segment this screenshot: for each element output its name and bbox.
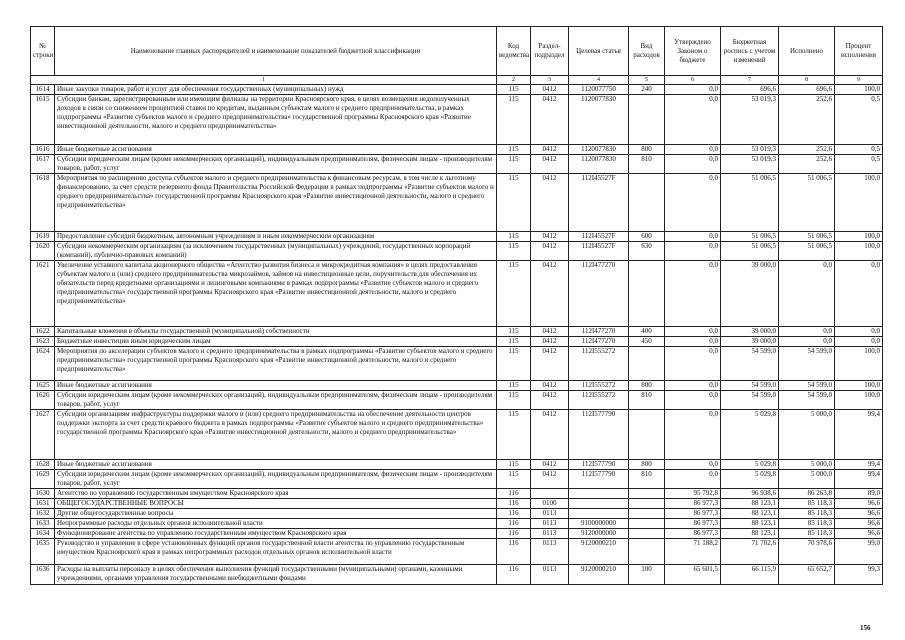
row-budget-schedule: 88 123,1 xyxy=(721,509,779,519)
row-budget-schedule: 53 019,3 xyxy=(721,145,779,155)
row-section: 0412 xyxy=(531,174,569,232)
row-expense-type: 630 xyxy=(629,242,665,261)
row-percent: 99,0 xyxy=(835,539,883,565)
row-percent: 100,0 xyxy=(835,85,883,95)
row-percent: 100,0 xyxy=(835,391,883,410)
table-row xyxy=(31,509,883,519)
row-expense-type xyxy=(629,509,665,519)
row-number: 1631 xyxy=(31,499,55,509)
row-executed: 5 000,0 xyxy=(779,470,835,489)
row-approved: 0,0 xyxy=(665,155,721,174)
row-target-article: 112I577790 xyxy=(569,410,629,460)
row-target-article: 112I45527F xyxy=(569,242,629,261)
table-row xyxy=(31,529,883,539)
header-target-article: Целевая статья xyxy=(569,27,629,76)
row-budget-schedule: 51 006,5 xyxy=(721,242,779,261)
row-department-code: 115 xyxy=(497,174,531,232)
row-executed: 51 006,5 xyxy=(779,174,835,232)
row-target-article: 1120077750 xyxy=(569,85,629,95)
row-approved: 0,0 xyxy=(665,470,721,489)
row-section: 0412 xyxy=(531,327,569,337)
row-number: 1614 xyxy=(31,85,55,95)
column-number-1: 1 xyxy=(31,76,497,85)
row-expense-type: 100 xyxy=(629,565,665,585)
row-approved: 0,0 xyxy=(665,95,721,145)
row-target-article: 9120000000 xyxy=(569,529,629,539)
row-name: Руководство и управление в сфере установленных функций органов государственной власти агентства по управлению государственным имуществом Красноярского края в рамках непрограммных расходов отдельных органов исполнительной власти xyxy=(55,539,497,565)
row-budget-schedule: 53 019,3 xyxy=(721,155,779,174)
row-expense-type: 600 xyxy=(629,232,665,242)
row-expense-type: 810 xyxy=(629,470,665,489)
row-percent: 99,4 xyxy=(835,460,883,470)
row-section: 0412 xyxy=(531,347,569,381)
table-row xyxy=(31,337,883,347)
table-row xyxy=(31,261,883,327)
row-section: 0113 xyxy=(531,529,569,539)
row-section: 0113 xyxy=(531,519,569,529)
row-expense-type xyxy=(629,410,665,460)
row-executed: 85 118,3 xyxy=(779,499,835,509)
row-name: Бюджетные инвестиции иным юридическим лицам xyxy=(55,337,497,347)
row-percent: 99,3 xyxy=(835,565,883,585)
row-section: 0412 xyxy=(531,391,569,410)
row-name: Мероприятия по акселерации субъектов малого и среднего предпринимательства в рамках подпрограммы «Развитие субъектов малого и среднего предпринимательства» государственной программы Красноярского края «Развитие инвестиционной деятельности, малого и среднего предпринимательства» xyxy=(55,347,497,381)
row-number: 1636 xyxy=(31,565,55,585)
row-approved: 0,0 xyxy=(665,242,721,261)
row-number: 1616 xyxy=(31,145,55,155)
row-section: 0412 xyxy=(531,261,569,327)
row-target-article: 112I477270 xyxy=(569,327,629,337)
row-approved: 86 977,3 xyxy=(665,529,721,539)
table-row xyxy=(31,539,883,565)
row-expense-type: 810 xyxy=(629,391,665,410)
row-approved: 0,0 xyxy=(665,145,721,155)
row-section: 0412 xyxy=(531,232,569,242)
row-approved: 0,0 xyxy=(665,232,721,242)
row-section: 0412 xyxy=(531,85,569,95)
row-number: 1633 xyxy=(31,519,55,529)
row-expense-type xyxy=(629,174,665,232)
row-percent: 0,0 xyxy=(835,327,883,337)
row-name: Иные закупки товаров, работ и услуг для обеспечения государственных (муниципальных) нужд xyxy=(55,85,497,95)
row-budget-schedule: 51 006,5 xyxy=(721,232,779,242)
row-expense-type: 240 xyxy=(629,85,665,95)
row-executed: 85 118,3 xyxy=(779,529,835,539)
row-expense-type: 800 xyxy=(629,460,665,470)
column-number-4: 4 xyxy=(569,76,629,85)
row-executed: 252,6 xyxy=(779,145,835,155)
row-expense-type xyxy=(629,499,665,509)
row-executed: 0,0 xyxy=(779,327,835,337)
row-number: 1615 xyxy=(31,95,55,145)
row-number: 1628 xyxy=(31,460,55,470)
row-target-article: 112I477270 xyxy=(569,337,629,347)
row-approved: 0,0 xyxy=(665,337,721,347)
row-budget-schedule: 51 006,5 xyxy=(721,174,779,232)
row-percent: 96,6 xyxy=(835,509,883,519)
row-expense-type xyxy=(629,529,665,539)
row-budget-schedule: 88 123,1 xyxy=(721,529,779,539)
row-executed: 0,0 xyxy=(779,261,835,327)
row-approved: 0,0 xyxy=(665,460,721,470)
row-section: 0412 xyxy=(531,337,569,347)
row-percent: 89,0 xyxy=(835,489,883,499)
row-section: 0412 xyxy=(531,155,569,174)
row-number: 1629 xyxy=(31,470,55,489)
row-percent: 100,0 xyxy=(835,174,883,232)
row-department-code: 115 xyxy=(497,242,531,261)
row-budget-schedule: 696,6 xyxy=(721,85,779,95)
row-name: Субсидии юридическим лицам (кроме некоммерческих организаций), индивидуальным предпринимателям, физическим лицам - производителям товаров, работ, услуг xyxy=(55,391,497,410)
row-approved: 95 792,8 xyxy=(665,489,721,499)
row-percent: 96,6 xyxy=(835,499,883,509)
row-percent: 0,5 xyxy=(835,145,883,155)
row-target-article: 112I45527F xyxy=(569,232,629,242)
row-department-code: 115 xyxy=(497,85,531,95)
row-expense-type xyxy=(629,95,665,145)
row-name: Функционирование агентства по управлению государственным имуществом Красноярского края xyxy=(55,529,497,539)
row-department-code: 115 xyxy=(497,327,531,337)
row-target-article: 112I555272 xyxy=(569,347,629,381)
row-executed: 54 599,0 xyxy=(779,381,835,391)
row-target-article: 9100000000 xyxy=(569,519,629,529)
row-name: Иные бюджетные ассигнования xyxy=(55,460,497,470)
row-approved: 0,0 xyxy=(665,391,721,410)
row-approved: 0,0 xyxy=(665,410,721,460)
row-executed: 85 118,3 xyxy=(779,509,835,519)
row-number: 1623 xyxy=(31,337,55,347)
row-name: Субсидии банкам, зарегистрированным или имеющим филиалы на территории Красноярского края, в целях возмещения недополученных доходов в связи со снижением процентной ставки по кредитам, выданным субъектам малого и среднего предпринимательства, в рамках подпрограммы «Развитие субъектов малого и среднего предпринимательства» государственной программы Красноярского края «Развитие инвестиционной деятельности, малого и среднего предпринимательства» xyxy=(55,95,497,145)
row-name: Капитальные вложения в объекты государственной (муниципальной) собственности xyxy=(55,327,497,337)
row-target-article xyxy=(569,509,629,519)
row-target-article xyxy=(569,489,629,499)
row-target-article: 1120077830 xyxy=(569,95,629,145)
row-percent: 99,4 xyxy=(835,470,883,489)
row-number: 1620 xyxy=(31,242,55,261)
row-department-code: 116 xyxy=(497,489,531,499)
row-number: 1625 xyxy=(31,381,55,391)
row-approved: 0,0 xyxy=(665,347,721,381)
table-row xyxy=(31,95,883,145)
table-row xyxy=(31,85,883,95)
budget-table-sheet xyxy=(30,26,882,585)
column-number-7: 7 xyxy=(721,76,779,85)
row-expense-type: 450 xyxy=(629,337,665,347)
row-department-code: 115 xyxy=(497,337,531,347)
row-number: 1626 xyxy=(31,391,55,410)
page-number: 156 xyxy=(860,624,871,632)
row-executed: 696,6 xyxy=(779,85,835,95)
budget-execution-table xyxy=(30,26,883,585)
row-department-code: 116 xyxy=(497,529,531,539)
column-number-5: 5 xyxy=(629,76,665,85)
header-name: Наименование главных распорядителей и наименование показателей бюджетной классификации xyxy=(55,27,497,76)
row-budget-schedule: 53 019,3 xyxy=(721,95,779,145)
row-name: Другие общегосударственные вопросы xyxy=(55,509,497,519)
row-budget-schedule: 88 123,1 xyxy=(721,499,779,509)
table-row xyxy=(31,565,883,585)
column-number-3: 3 xyxy=(531,76,569,85)
table-row xyxy=(31,410,883,460)
table-row xyxy=(31,155,883,174)
table-row xyxy=(31,381,883,391)
table-row xyxy=(31,327,883,337)
row-percent: 0,5 xyxy=(835,95,883,145)
row-department-code: 115 xyxy=(497,95,531,145)
row-executed: 5 000,0 xyxy=(779,410,835,460)
row-approved: 65 601,5 xyxy=(665,565,721,585)
row-department-code: 115 xyxy=(497,145,531,155)
row-target-article: 9120000210 xyxy=(569,565,629,585)
row-target-article: 112I477270 xyxy=(569,261,629,327)
column-number-row xyxy=(31,76,883,85)
row-executed: 86 263,8 xyxy=(779,489,835,499)
row-percent: 99,4 xyxy=(835,410,883,460)
row-approved: 71 188,2 xyxy=(665,539,721,565)
row-target-article: 1120077830 xyxy=(569,155,629,174)
row-name: ОБЩЕГОСУДАРСТВЕННЫЕ ВОПРОСЫ xyxy=(55,499,497,509)
row-executed: 70 978,6 xyxy=(779,539,835,565)
row-name: Агентство по управлению государственным имуществом Красноярского края xyxy=(55,489,497,499)
row-section: 0412 xyxy=(531,95,569,145)
row-executed: 252,6 xyxy=(779,155,835,174)
row-percent: 100,0 xyxy=(835,232,883,242)
row-department-code: 116 xyxy=(497,539,531,565)
row-approved: 0,0 xyxy=(665,174,721,232)
row-department-code: 115 xyxy=(497,391,531,410)
row-target-article: 112I577790 xyxy=(569,470,629,489)
row-department-code: 115 xyxy=(497,155,531,174)
row-executed: 51 006,5 xyxy=(779,232,835,242)
table-row xyxy=(31,145,883,155)
row-expense-type xyxy=(629,489,665,499)
header-percent: Процент исполнения xyxy=(835,27,883,76)
row-percent: 0,0 xyxy=(835,261,883,327)
row-expense-type xyxy=(629,519,665,529)
row-name: Мероприятия по расширению доступа субъектов малого и среднего предпринимательства к финансовым ресурсам, в том числе к льготному финансированию, за счет средств резервного фонда Правительства Российской Федерации в рамках подпрограммы «Развитие субъектов малого и среднего предпринимательства» государственной программы Красноярского края «Развитие инвестиционной деятельности, малого и среднего предпринимательства» xyxy=(55,174,497,232)
row-executed: 252,6 xyxy=(779,95,835,145)
row-executed: 5 000,0 xyxy=(779,460,835,470)
row-expense-type: 400 xyxy=(629,327,665,337)
row-executed: 54 599,0 xyxy=(779,391,835,410)
row-name: Иные бюджетные ассигнования xyxy=(55,145,497,155)
row-department-code: 115 xyxy=(497,232,531,242)
table-row xyxy=(31,347,883,381)
table-row xyxy=(31,242,883,261)
row-number: 1630 xyxy=(31,489,55,499)
row-approved: 0,0 xyxy=(665,327,721,337)
row-name: Иные бюджетные ассигнования xyxy=(55,381,497,391)
row-budget-schedule: 5 029,8 xyxy=(721,410,779,460)
table-row xyxy=(31,232,883,242)
table-row xyxy=(31,499,883,509)
row-budget-schedule: 39 000,0 xyxy=(721,261,779,327)
row-expense-type xyxy=(629,261,665,327)
row-target-article xyxy=(569,499,629,509)
row-number: 1634 xyxy=(31,529,55,539)
row-section xyxy=(531,489,569,499)
row-section: 0412 xyxy=(531,410,569,460)
row-number: 1618 xyxy=(31,174,55,232)
header-executed: Исполнено xyxy=(779,27,835,76)
row-approved: 86 977,3 xyxy=(665,519,721,529)
row-executed: 51 006,5 xyxy=(779,242,835,261)
row-expense-type: 810 xyxy=(629,155,665,174)
row-department-code: 115 xyxy=(497,381,531,391)
row-executed: 65 652,7 xyxy=(779,565,835,585)
row-department-code: 115 xyxy=(497,261,531,327)
row-percent: 96,6 xyxy=(835,529,883,539)
row-executed: 54 599,0 xyxy=(779,347,835,381)
row-number: 1632 xyxy=(31,509,55,519)
row-budget-schedule: 5 029,8 xyxy=(721,470,779,489)
row-section: 0113 xyxy=(531,509,569,519)
row-number: 1622 xyxy=(31,327,55,337)
row-name: Субсидии организациям инфраструктуры поддержки малого и (или) среднего предпринимательства на обеспечение деятельности центров поддержки экспорта за счет средств краевого бюджета в рамках подпрограммы «Развитие субъектов малого и среднего предпринимательства» государственной программы Красноярского края «Развитие инвестиционной деятельности, малого и среднего предпринимательства» xyxy=(55,410,497,460)
header-expense-type: Вид расходов xyxy=(629,27,665,76)
row-section: 0100 xyxy=(531,499,569,509)
table-row xyxy=(31,489,883,499)
header-department-code: Код ведомства xyxy=(497,27,531,76)
table-row xyxy=(31,519,883,529)
row-number: 1627 xyxy=(31,410,55,460)
row-department-code: 115 xyxy=(497,410,531,460)
row-percent: 100,0 xyxy=(835,242,883,261)
row-budget-schedule: 5 029,8 xyxy=(721,460,779,470)
column-number-9: 9 xyxy=(835,76,883,85)
row-budget-schedule: 39 000,0 xyxy=(721,337,779,347)
header-approved: Утверждено Законом о бюджете xyxy=(665,27,721,76)
column-number-8: 8 xyxy=(779,76,835,85)
row-section: 0113 xyxy=(531,539,569,565)
row-budget-schedule: 54 599,0 xyxy=(721,347,779,381)
row-number: 1635 xyxy=(31,539,55,565)
header-section: Раздел-подраздел xyxy=(531,27,569,76)
row-budget-schedule: 39 000,0 xyxy=(721,327,779,337)
row-section: 0412 xyxy=(531,145,569,155)
row-budget-schedule: 88 123,1 xyxy=(721,519,779,529)
row-name: Субсидии юридическим лицам (кроме некоммерческих организаций), индивидуальным предпринимателям, физическим лицам - производителям товаров, работ, услуг xyxy=(55,470,497,489)
row-name: Субсидии некоммерческим организациям (за исключением государственных (муниципальных) учреждений, государственных корпораций (компаний), публично-правовых компаний) xyxy=(55,242,497,261)
row-percent: 100,0 xyxy=(835,347,883,381)
row-department-code: 116 xyxy=(497,509,531,519)
row-name: Субсидии юридическим лицам (кроме некоммерческих организаций), индивидуальным предпринимателям, физическим лицам - производителям товаров, работ, услуг xyxy=(55,155,497,174)
row-department-code: 115 xyxy=(497,347,531,381)
row-section: 0113 xyxy=(531,565,569,585)
table-row xyxy=(31,470,883,489)
row-name: Увеличение уставного капитала акционерного общества «Агентство развития бизнеса и микрокредитная компания» в целях предоставления субъектам малого и (или) среднего предпринимательства микрозаймов, займов на инвестиционные цели, поручительств для обеспечения их обязательств перед кредитными организациями и лизинговыми компаниями в рамках подпрограммы «Развитие субъектов малого и среднего предпринимательства» государственной программы Красноярского края «Развитие инвестиционной деятельности, малого и среднего предпринимательства» xyxy=(55,261,497,327)
row-approved: 86 977,3 xyxy=(665,499,721,509)
row-approved: 0,0 xyxy=(665,261,721,327)
row-budget-schedule: 66 115,9 xyxy=(721,565,779,585)
row-department-code: 115 xyxy=(497,460,531,470)
row-number: 1619 xyxy=(31,232,55,242)
row-section: 0412 xyxy=(531,460,569,470)
table-row xyxy=(31,391,883,410)
row-section: 0412 xyxy=(531,242,569,261)
row-executed: 0,0 xyxy=(779,337,835,347)
row-budget-schedule: 96 938,6 xyxy=(721,489,779,499)
table-row xyxy=(31,460,883,470)
row-target-article: 112I45527F xyxy=(569,174,629,232)
table-body xyxy=(31,85,883,585)
row-approved: 0,0 xyxy=(665,85,721,95)
row-section: 0412 xyxy=(531,470,569,489)
row-target-article: 112I577790 xyxy=(569,460,629,470)
row-department-code: 115 xyxy=(497,470,531,489)
row-department-code: 116 xyxy=(497,519,531,529)
header-row-number: № строки xyxy=(31,27,55,76)
table-row xyxy=(31,174,883,232)
column-number-2: 2 xyxy=(497,76,531,85)
column-number-6: 6 xyxy=(665,76,721,85)
row-number: 1617 xyxy=(31,155,55,174)
row-name: Предоставление субсидий бюджетным, автономным учреждениям и иным некоммерческим организациям xyxy=(55,232,497,242)
row-budget-schedule: 71 702,6 xyxy=(721,539,779,565)
row-expense-type: 800 xyxy=(629,381,665,391)
row-percent: 96,6 xyxy=(835,519,883,529)
header-budget-schedule: Бюджетная роспись с учетом изменений xyxy=(721,27,779,76)
row-approved: 0,0 xyxy=(665,381,721,391)
row-department-code: 116 xyxy=(497,499,531,509)
row-approved: 86 977,3 xyxy=(665,509,721,519)
row-executed: 85 118,3 xyxy=(779,519,835,529)
row-target-article: 1120077830 xyxy=(569,145,629,155)
row-department-code: 116 xyxy=(497,565,531,585)
row-number: 1621 xyxy=(31,261,55,327)
header-row xyxy=(31,27,883,76)
row-target-article: 112I555272 xyxy=(569,381,629,391)
row-section: 0412 xyxy=(531,381,569,391)
row-target-article: 112I555272 xyxy=(569,391,629,410)
row-expense-type: 800 xyxy=(629,145,665,155)
row-budget-schedule: 54 599,0 xyxy=(721,391,779,410)
row-expense-type xyxy=(629,539,665,565)
row-name: Расходы на выплаты персоналу в целях обеспечения выполнения функций государственными (муниципальными) органами, казенными учреждениями, органами управления государственными внебюджетными фондами xyxy=(55,565,497,585)
row-percent: 0,0 xyxy=(835,337,883,347)
row-name: Непрограммные расходы отдельных органов исполнительной власти xyxy=(55,519,497,529)
row-target-article: 9120000210 xyxy=(569,539,629,565)
row-percent: 100,0 xyxy=(835,381,883,391)
row-number: 1624 xyxy=(31,347,55,381)
row-percent: 0,5 xyxy=(835,155,883,174)
row-expense-type xyxy=(629,347,665,381)
row-budget-schedule: 54 599,0 xyxy=(721,381,779,391)
